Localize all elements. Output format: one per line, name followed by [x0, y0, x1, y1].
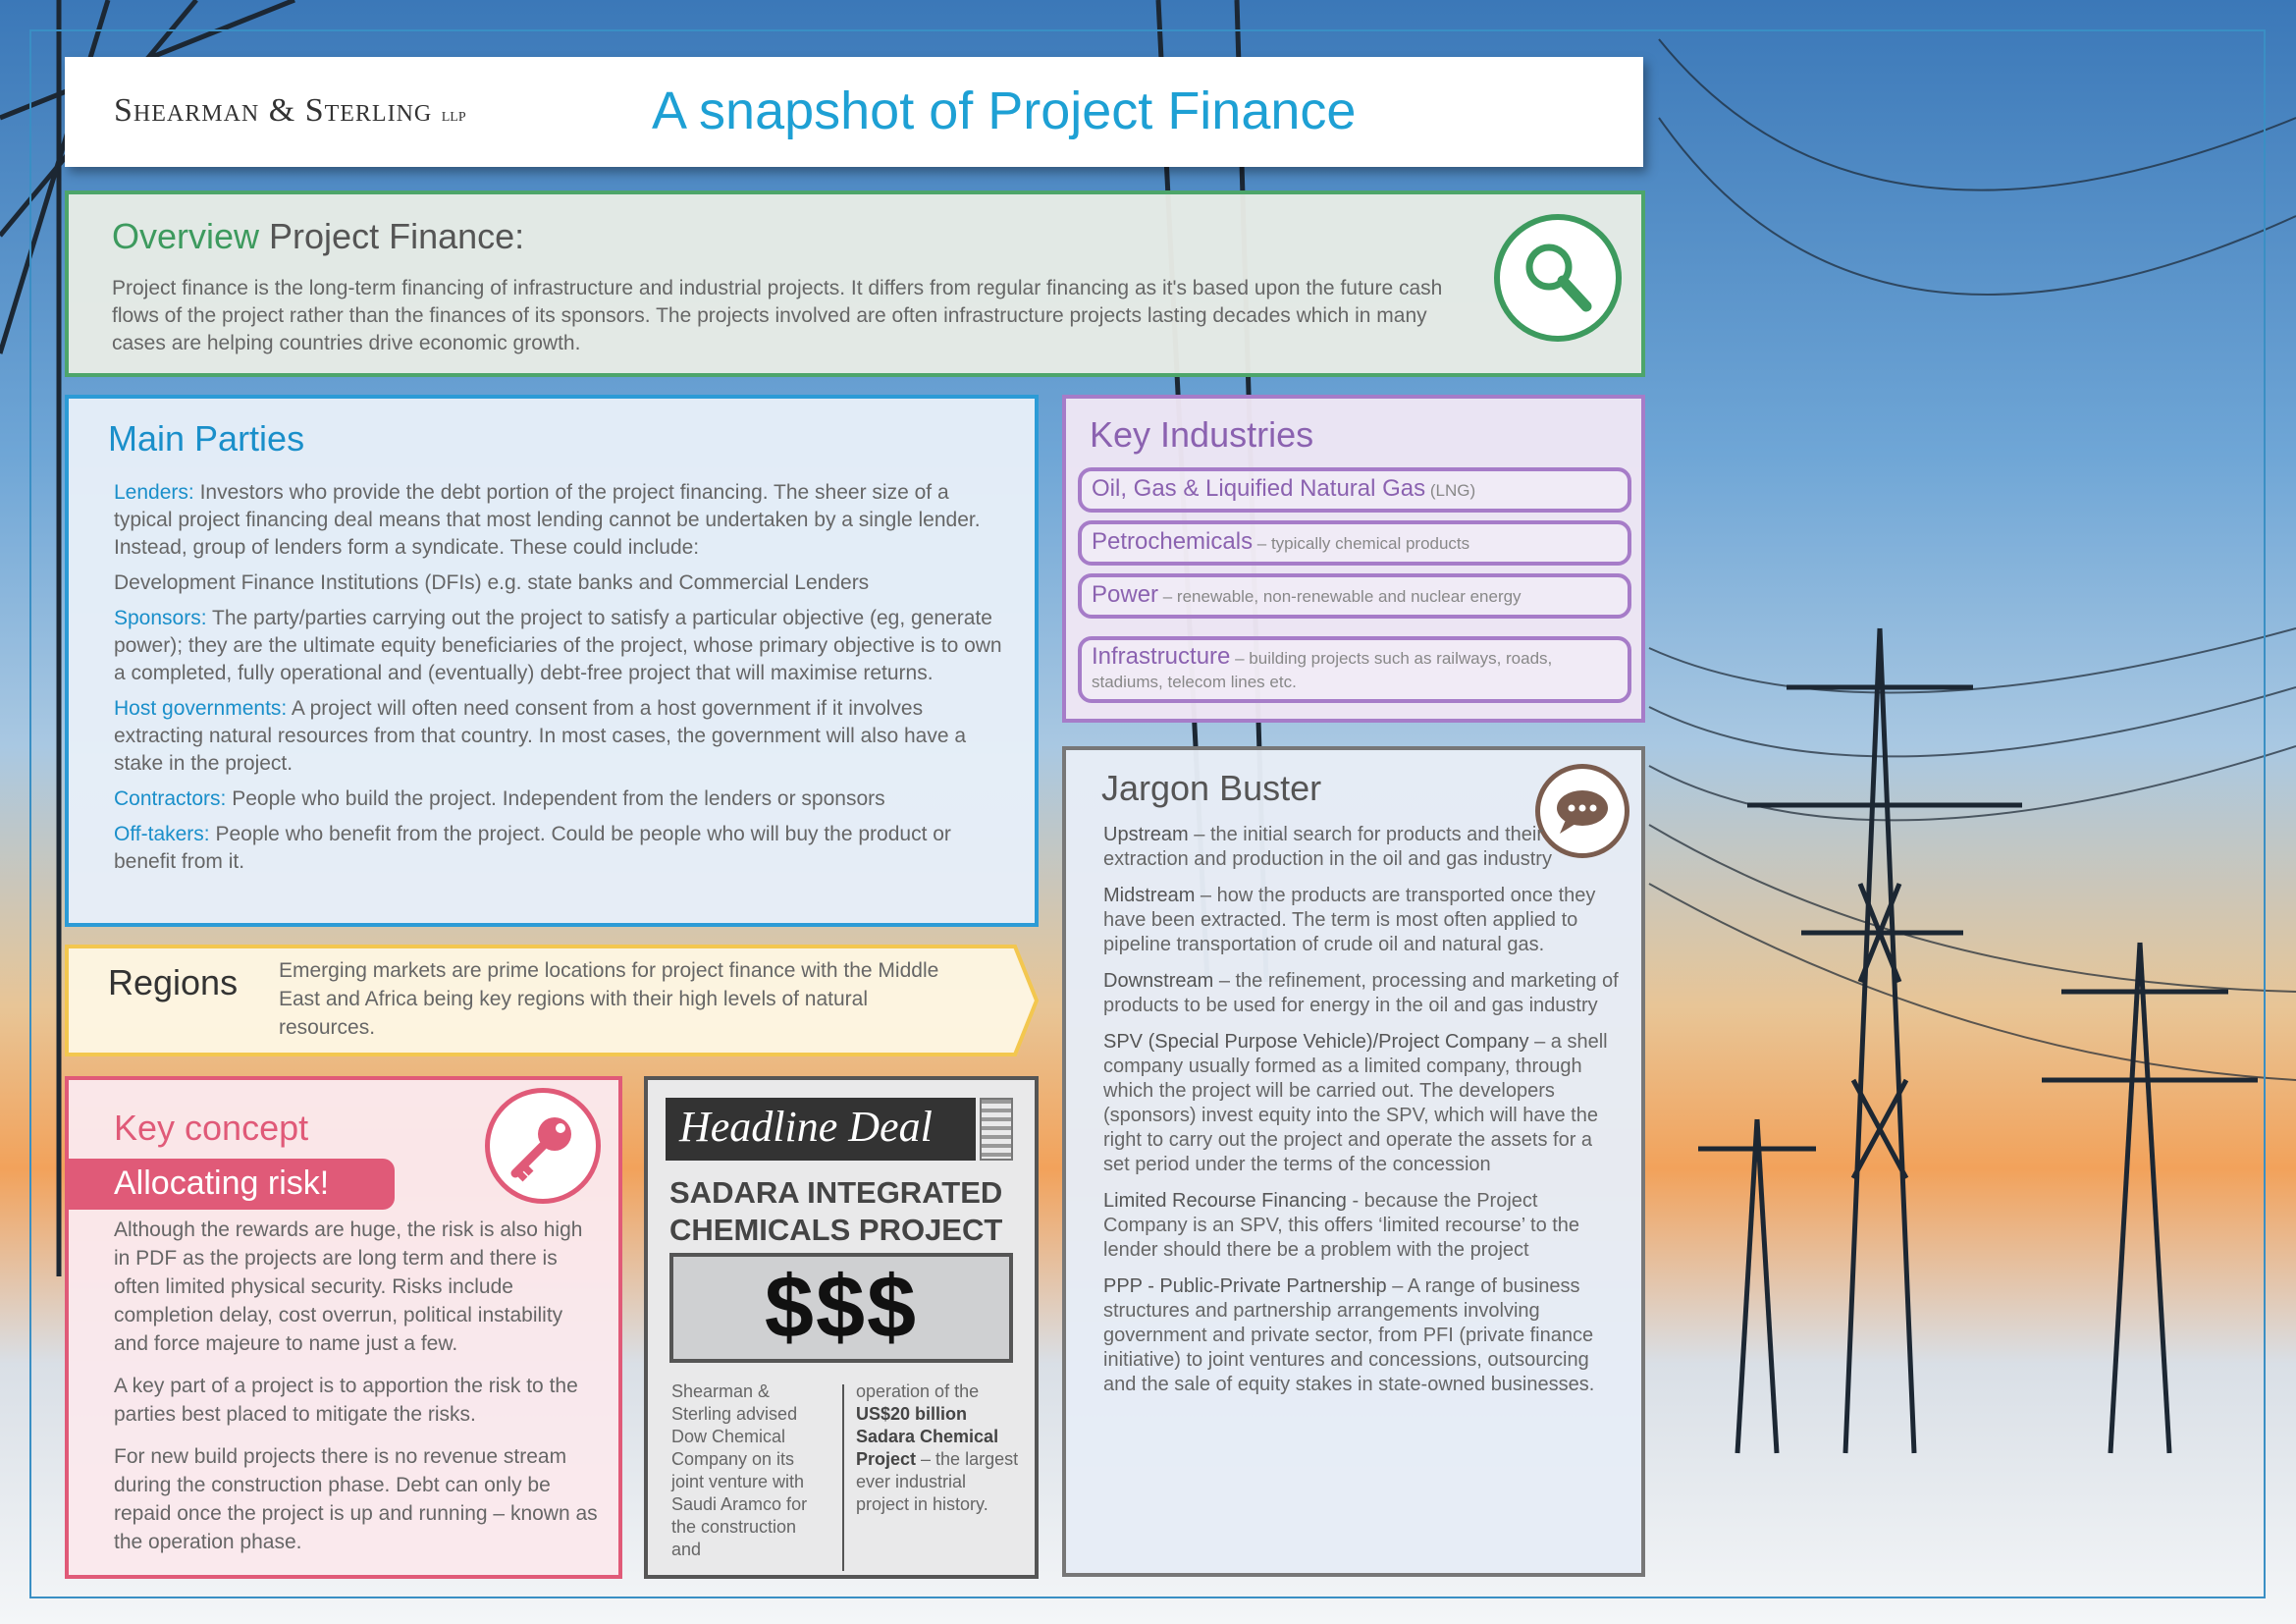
- magnifying-glass-icon: [1494, 214, 1622, 342]
- party-term: Off-takers:: [114, 823, 210, 845]
- party-host-governments: [114, 695, 1009, 778]
- main-parties-heading: Main Parties: [108, 418, 305, 459]
- regions-heading: Regions: [108, 962, 239, 1002]
- key-industries-heading: Key Industries: [1090, 414, 1314, 455]
- industry-item: [1078, 520, 1631, 566]
- deal-text: operation of the: [856, 1381, 980, 1401]
- party-sponsors: [114, 605, 1009, 687]
- key-concept-panel: [65, 1076, 622, 1579]
- overview-panel: [65, 190, 1645, 377]
- headline-deal-panel: [644, 1076, 1039, 1579]
- industry-item: [1078, 573, 1631, 619]
- industry-name: Infrastructure: [1092, 643, 1231, 670]
- key-concept-heading: Key concept: [114, 1108, 309, 1148]
- party-term: Contractors:: [114, 787, 227, 810]
- overview-heading-accent: Overview: [112, 216, 260, 256]
- party-description: People who build the project. Independent from the lenders or sponsors: [226, 787, 885, 810]
- industry-name: Power: [1092, 581, 1159, 608]
- jargon-item: [1103, 969, 1624, 1018]
- deal-title: SADARA INTEGRATED CHEMICALS PROJECT: [669, 1175, 1003, 1247]
- allocating-risk-banner: Allocating risk!: [65, 1159, 395, 1210]
- logo-suffix: LLP: [441, 110, 466, 125]
- overview-heading: [112, 216, 524, 257]
- jargon-list: [1103, 823, 1624, 1409]
- industry-item: [1078, 467, 1631, 513]
- deal-text-column-2: [856, 1380, 1023, 1516]
- company-logo: [114, 92, 466, 130]
- party-description: Investors who provide the debt portion of the project financing. The sheer size of a typical project financing deal means that most lending cannot be undertaken by a single lender. Instead, group of lenders form a syndicate. These could include:: [114, 481, 981, 559]
- jargon-term: Downstream: [1103, 970, 1214, 992]
- jargon-item: [1103, 884, 1624, 957]
- key-concept-paragraph: For new build projects there is no revenue stream during the construction phase. Debt can only be repaid once the project is up and running – known as the operation phase.: [114, 1445, 598, 1553]
- industry-item: [1078, 636, 1631, 703]
- key-concept-paragraph: Although the rewards are huge, the risk is also high in PDF as the projects are long term and there is often limited physical security. Risks include completion delay, cost overrun, political instability and force majeure to name just a few.: [114, 1218, 583, 1355]
- jargon-definition: - because the Project Company is an SPV, this offers ‘limited recourse’ to the lender should there be a problem with the project: [1103, 1190, 1580, 1261]
- title-bar: [65, 57, 1643, 167]
- regions-text: Emerging markets are prime locations for project finance with the Middle East and Africa being key regions with their high levels of natural resources.: [279, 959, 939, 1039]
- jargon-definition: – the refinement, processing and marketing of products to be used for energy in the oil and gas industry: [1103, 970, 1619, 1016]
- deal-text-column-1: Shearman & Sterling advised Dow Chemical Company on its joint venture with Saudi Aramco for the construction and: [671, 1381, 808, 1559]
- jargon-term: Upstream: [1103, 824, 1189, 845]
- jargon-item: [1103, 1189, 1624, 1263]
- party-description: A project will often need consent from a host government if it involves extracting natural resources from that country. In most cases, the government will also have a stake in the project.: [114, 697, 967, 775]
- jargon-definition: – A range of business structures and partnership arrangements involving government and private sector, from PFI (private finance initiative) to joint ventures and concessions, outsourcing and the sale of equity stakes in state-owned businesses.: [1103, 1275, 1595, 1395]
- industry-note: – building projects such as railways, roads, stadiums, telecom lines etc.: [1092, 649, 1553, 691]
- jargon-term: Limited Recourse Financing: [1103, 1190, 1347, 1212]
- industry-name: Petrochemicals: [1092, 528, 1254, 555]
- regions-panel: [65, 945, 1039, 1056]
- logo-text: Shearman & Sterling: [114, 92, 433, 129]
- industry-note: – renewable, non-renewable and nuclear energy: [1158, 587, 1522, 606]
- jargon-definition: – how the products are transported once they have been extracted. The term is most often applied to pipeline transportation of crude oil and natural gas.: [1103, 885, 1596, 955]
- page-title: A snapshot of Project Finance: [652, 81, 1357, 140]
- party-lenders: [114, 479, 1009, 562]
- main-parties-panel: [65, 395, 1039, 927]
- jargon-definition: – a shell company usually formed as a limited company, through which the project will be carried out. The developers (sponsors) invest equity into the SPV, which will have the right to carry out the project and operate the assets for a set period under the terms of the concession: [1103, 1031, 1608, 1175]
- jargon-buster-panel: [1062, 746, 1645, 1577]
- overview-text: Project finance is the long-term financing of infrastructure and industrial projects. It differs from regular financing as it's based upon the future cash flows of the project rather than the finances of its sponsors. The projects involved are often infrastructure projects lasting decades which in many cases are helping countries drive economic growth.: [112, 277, 1443, 354]
- party-term: Lenders:: [114, 481, 194, 504]
- key-concept-paragraph: A key part of a project is to apportion the risk to the parties best placed to mitigate the risks.: [114, 1375, 578, 1426]
- jargon-item: [1103, 1030, 1624, 1177]
- party-description: Development Finance Institutions (DFIs) e.g. state banks and Commercial Lenders: [114, 571, 870, 594]
- deal-highlight: US$20 billion Sadara Chemical Project: [856, 1404, 999, 1469]
- party-dfis: [114, 569, 1009, 597]
- headline-deal-heading: Headline Deal: [666, 1098, 976, 1161]
- party-term: Sponsors:: [114, 607, 207, 629]
- deal-text: – the largest ever industrial project in history.: [856, 1449, 1019, 1514]
- dollar-signs-graphic: $$$: [669, 1253, 1013, 1363]
- industry-name: Oil, Gas & Liquified Natural Gas: [1092, 475, 1426, 502]
- jargon-buster-heading: Jargon Buster: [1101, 768, 1322, 808]
- key-concept-text: [114, 1216, 603, 1570]
- key-industries-panel: [1062, 395, 1645, 723]
- jargon-term: SPV (Special Purpose Vehicle)/Project Company: [1103, 1031, 1529, 1053]
- jargon-term: Midstream: [1103, 885, 1196, 906]
- party-contractors: [114, 785, 1009, 813]
- jargon-item: [1103, 1274, 1624, 1397]
- key-icon: [485, 1088, 601, 1204]
- main-parties-list: [114, 479, 1009, 884]
- jargon-term: PPP - Public-Private Partnership: [1103, 1275, 1387, 1297]
- jargon-definition: – the initial search for products and their extraction and production in the oil and gas industry: [1103, 824, 1552, 870]
- party-description: The party/parties carrying out the project to satisfy a particular objective (eg, generate power); they are the ultimate equity beneficiaries of the project, whose primary objective is to own a completed, fully operational and (eventually) debt-free project that will maximise returns.: [114, 607, 1002, 684]
- overview-heading-rest: Project Finance:: [259, 216, 525, 256]
- jargon-item: [1103, 823, 1624, 872]
- industry-note: – typically chemical products: [1253, 534, 1470, 553]
- column-divider: [842, 1384, 844, 1571]
- industry-note: (LNG): [1425, 481, 1476, 500]
- party-description: People who benefit from the project. Could be people who will buy the product or benefit from it.: [114, 823, 951, 873]
- party-term: Host governments:: [114, 697, 288, 720]
- newspaper-lines-icon: [980, 1098, 1013, 1161]
- party-off-takers: [114, 821, 1009, 876]
